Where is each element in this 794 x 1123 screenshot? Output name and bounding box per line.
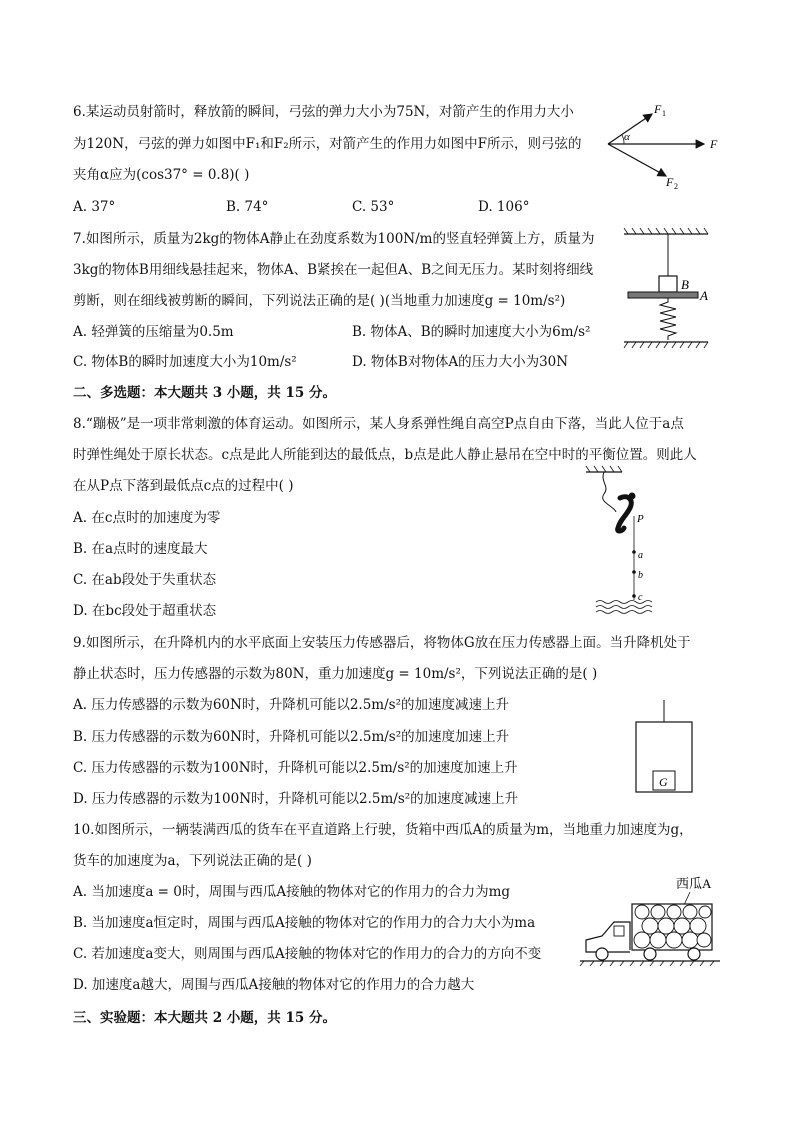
q7-spring-diagram [624, 228, 724, 353]
q7-line-3: 剪断，则在细线被剪断的瞬间，下列说法正确的是( )(当地重力加速度g = 10m/s²) [73, 293, 566, 309]
q6-option-c[interactable]: C. 53° [352, 199, 395, 215]
q6-line-3: 夹角α应为(cos37° = 0.8)( ) [73, 167, 250, 183]
q10-option-b[interactable]: B. 当加速度a恒定时，周围与西瓜A接触的物体对它的作用力的合力大小为ma [73, 915, 536, 931]
q10-option-a[interactable]: A. 当加速度a = 0时，周围与西瓜A接触的物体对它的作用力的合力为mg [73, 884, 511, 900]
q9-option-c[interactable]: C. 压力传感器的示数为100N时，升降机可能以2.5m/s²的加速度加速上升 [73, 760, 518, 776]
water-waves [596, 601, 652, 614]
point-p-label: P [637, 513, 644, 525]
q7-option-d[interactable]: D. 物体B对物体A的压力大小为30N [352, 354, 569, 370]
f1-label: F [654, 102, 662, 116]
alpha-label: α [624, 131, 630, 143]
section-3-heading: 三、实验题：本大题共 2 小题，共 15 分。 [73, 1010, 336, 1026]
q10-truck-diagram [580, 874, 730, 966]
q9-option-a[interactable]: A. 压力传感器的示数为60N时，升降机可能以2.5m/s²的加速度减速上升 [73, 697, 509, 713]
q6-force-diagram [604, 100, 734, 190]
q7-line-2: 3kg的物体B用细线悬挂起来，物体A、B紧挨在一起但A、B之间无压力。某时刻将细线 [73, 262, 594, 278]
q7-option-a[interactable]: A. 轻弹簧的压缩量为0.5m [73, 324, 234, 340]
object-g-label: G [659, 775, 668, 789]
q6-line-2: 为120N，弓弦的弹力如图中F₁和F₂所示，对箭产生的作用力如图中F所示，则弓弦的 [73, 136, 582, 152]
q8-option-d[interactable]: D. 在bc段处于超重状态 [73, 603, 217, 619]
q10-option-d[interactable]: D. 加速度a越大，周围与西瓜A接触的物体对它的作用力的合力越大 [73, 977, 475, 993]
q8-line-1: 8.“蹦极”是一项非常刺激的体育运动。如图所示，某人身系弹性绳自高空P点自由下落，当此人位于a点 [73, 416, 684, 432]
q8-option-a[interactable]: A. 在c点时的加速度为零 [73, 510, 221, 526]
q8-line-2: 时弹性绳处于原长状态。c点是此人所能到达的最低点，b点是此人静止悬吊在空中时的平衡位置。则此人 [73, 447, 697, 463]
watermelons [634, 905, 711, 948]
q7-line-1: 7.如图所示，质量为2kg的物体A静止在劲度系数为100N/m的竖直轻弹簧上方，质量为 [73, 231, 595, 247]
q6-option-b[interactable]: B. 74° [226, 199, 269, 215]
q7-option-b[interactable]: B. 物体A、B的瞬时加速度大小为6m/s² [352, 324, 591, 340]
q8-option-c[interactable]: C. 在ab段处于失重状态 [73, 572, 217, 588]
block-b [659, 276, 677, 292]
q8-line-3: 在从P点下落到最低点c点的过程中( ) [73, 478, 294, 494]
f2-label: F [666, 175, 674, 189]
f-label: F [710, 137, 718, 151]
f1-arrow [608, 114, 652, 144]
q6-option-d[interactable]: D. 106° [478, 199, 530, 215]
f2-arrow [608, 144, 666, 176]
section-2-heading: 二、多选题：本大题共 3 小题，共 15 分。 [73, 385, 336, 401]
f1-sub: 1 [662, 109, 666, 118]
watermelon-a-label: 西瓜A [676, 876, 712, 891]
q7-option-c[interactable]: C. 物体B的瞬时加速度大小为10m/s² [73, 354, 297, 370]
f2-sub: 2 [674, 182, 678, 191]
point-b-label: b [638, 570, 643, 581]
q10-line-2: 货车的加速度为a，下列说法正确的是( ) [73, 853, 312, 869]
block-a [628, 292, 698, 298]
point-c-label: c [638, 592, 643, 603]
q9-line-2: 静止状态时，压力传感器的示数为80N，重力加速度g = 10m/s²，下列说法正确的是( ) [73, 666, 598, 682]
q6-line-1: 6.某运动员射箭时，释放箭的瞬间，弓弦的弹力大小为75N，对箭产生的作用力大小 [73, 104, 574, 120]
q8-option-b[interactable]: B. 在a点时的速度最大 [73, 541, 208, 557]
jumper [618, 497, 632, 531]
q8-bungee-diagram [586, 466, 666, 616]
block-a-label: A [700, 288, 708, 303]
q10-line-1: 10.如图所示，一辆装满西瓜的货车在平直道路上行驶，货箱中西瓜A的质量为m，当地重力加速度为g， [73, 822, 693, 838]
q6-option-a[interactable]: A. 37° [73, 199, 116, 215]
q9-option-b[interactable]: B. 压力传感器的示数为60N时，升降机可能以2.5m/s²的加速度加速上升 [73, 729, 510, 745]
spring [660, 298, 676, 340]
bungee-cord [603, 472, 616, 512]
q9-line-1: 9.如图所示，在升降机内的水平底面上安装压力传感器后，将物体G放在压力传感器上面。当升降机处于 [73, 635, 691, 651]
point-a-label: a [638, 550, 643, 561]
q9-option-d[interactable]: D. 压力传感器的示数为100N时，升降机可能以2.5m/s²的加速度减速上升 [73, 791, 519, 807]
q10-option-c[interactable]: C. 若加速度a变大，则周围与西瓜A接触的物体对它的作用力的合力的方向不变 [73, 946, 542, 962]
block-b-label: B [681, 277, 689, 292]
q9-elevator-diagram [634, 700, 694, 796]
